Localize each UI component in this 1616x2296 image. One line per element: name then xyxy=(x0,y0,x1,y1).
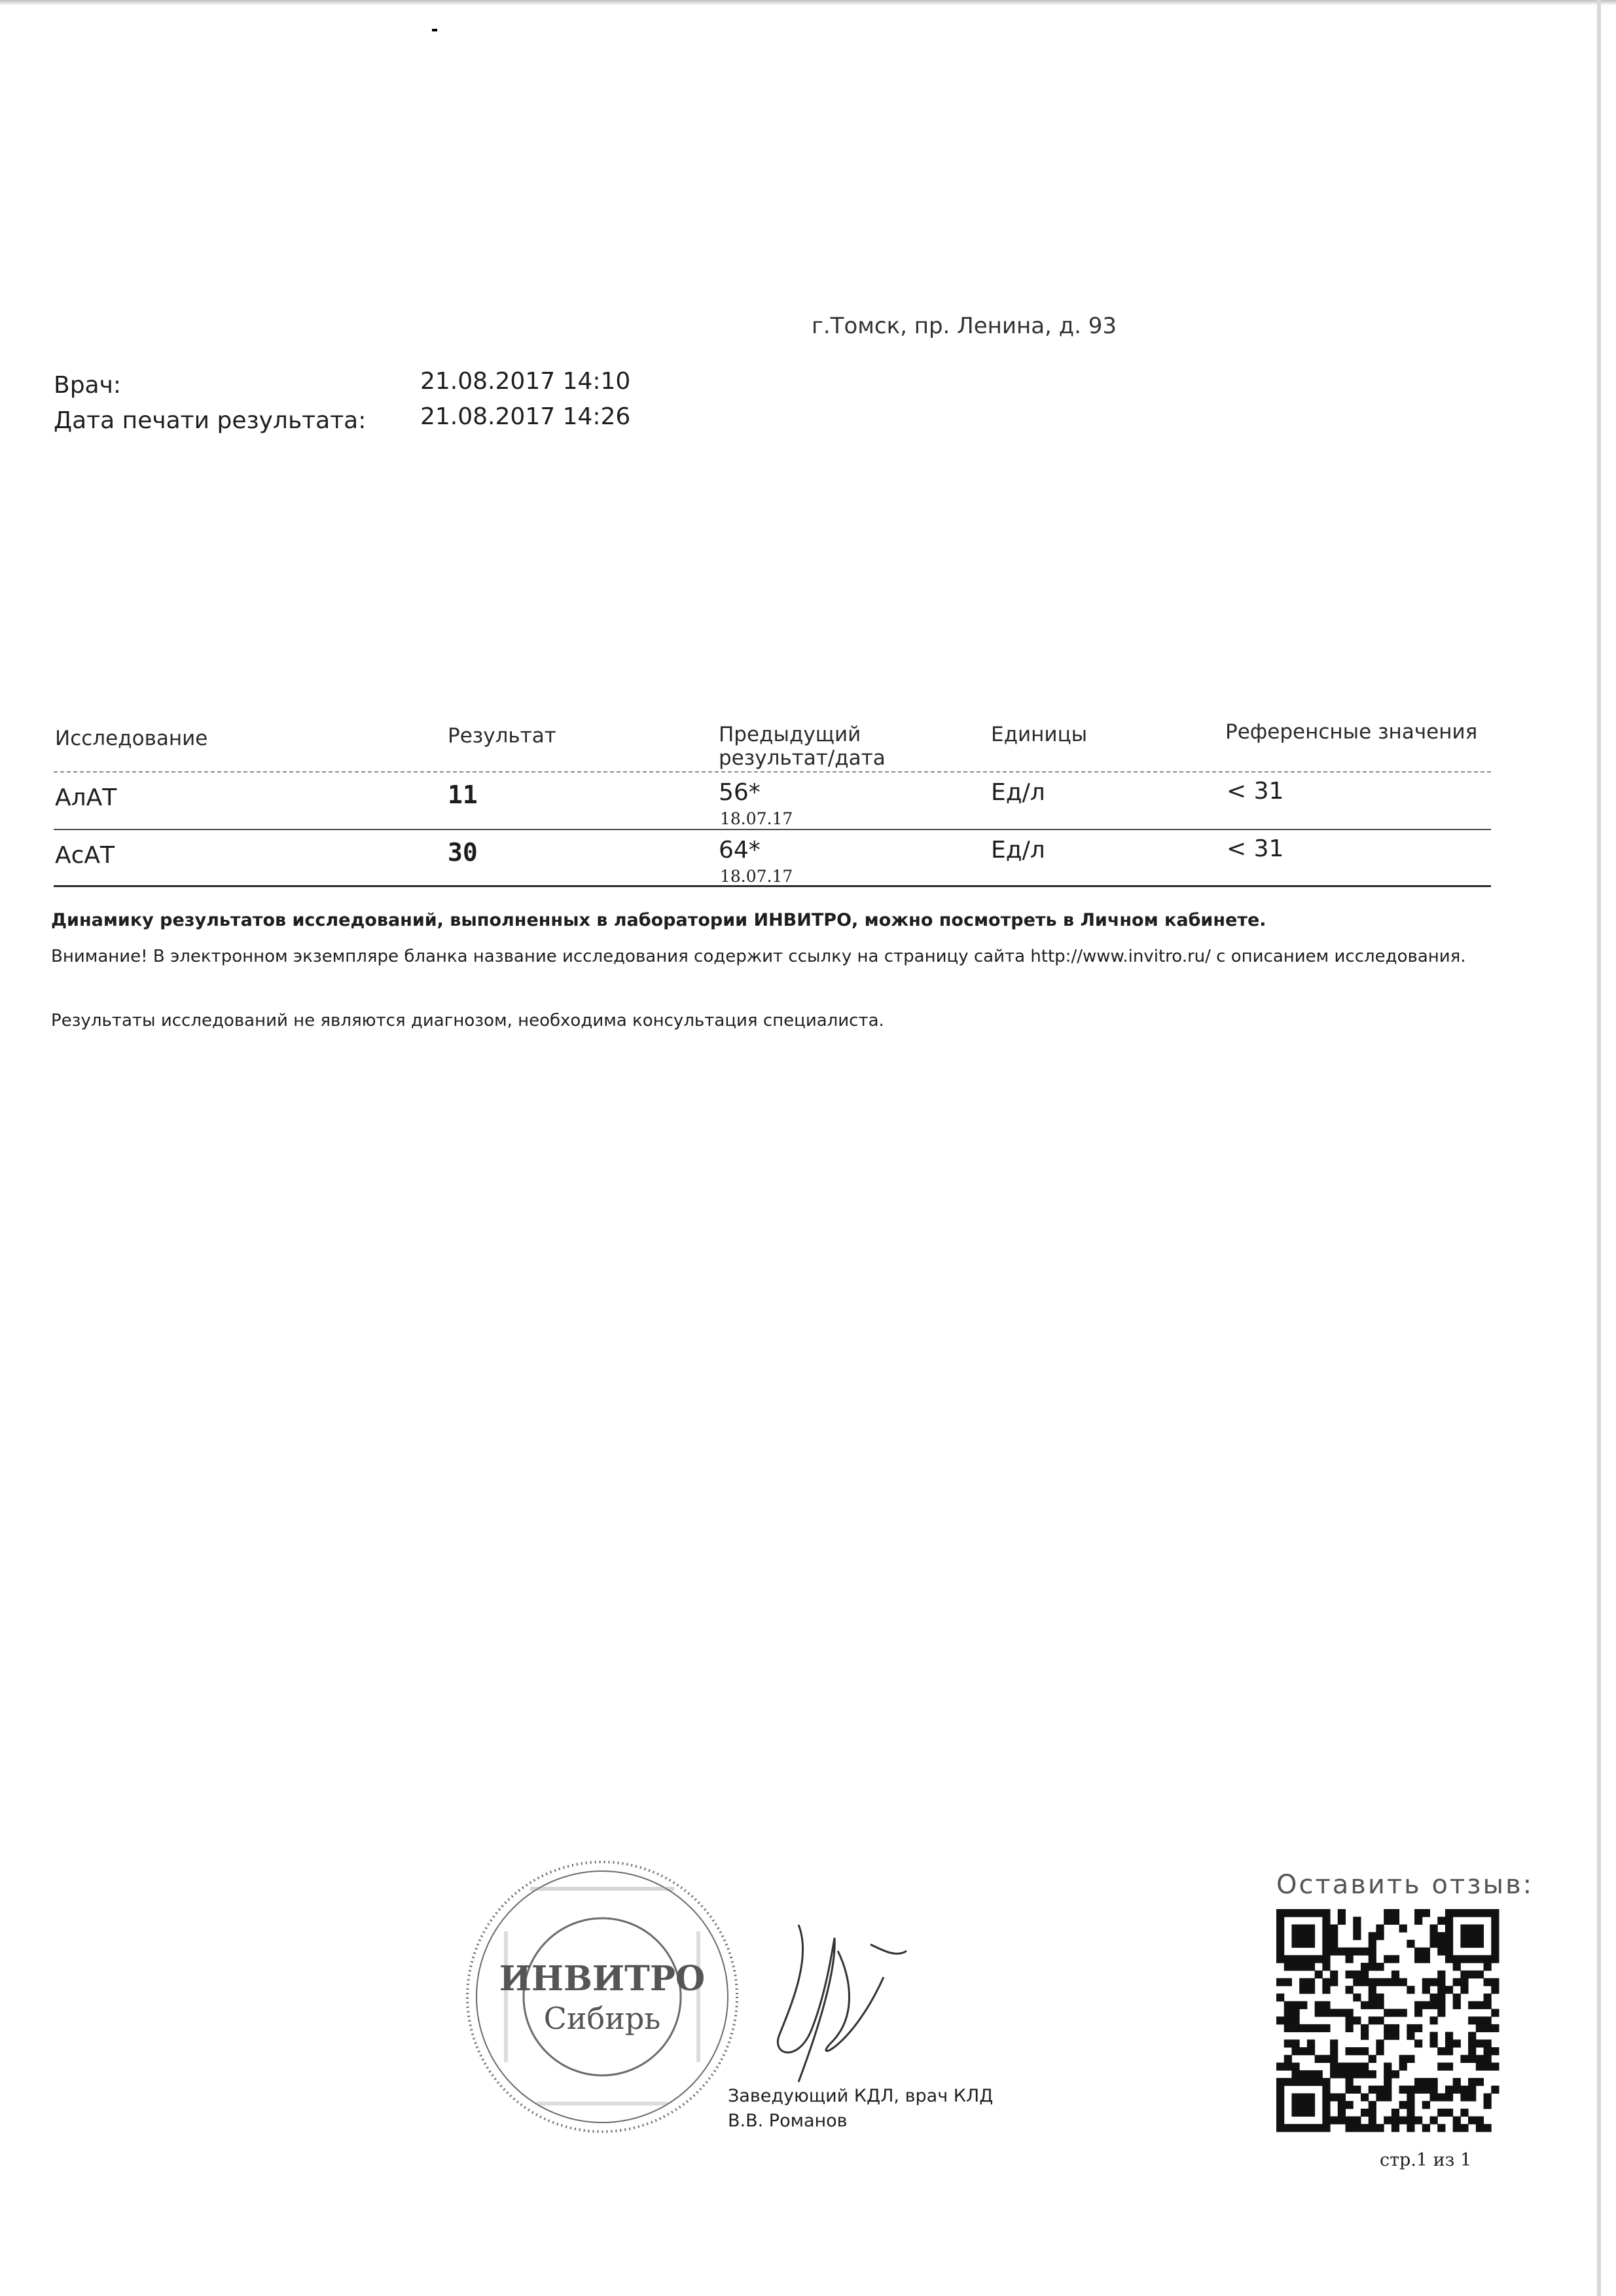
signer-name: В.В. Романов xyxy=(728,2111,848,2131)
header-divider xyxy=(54,771,1491,773)
row-units: Ед/л xyxy=(991,779,1045,806)
dynamics-note: Динамику результатов исследований, выполненных в лаборатории ИНВИТРО, можно посмотреть в Личном кабинете. xyxy=(51,910,1266,930)
row-study: АлАТ xyxy=(55,784,117,811)
stamp-subtitle: Сибирь xyxy=(543,2001,661,2036)
signer-title: Заведующий КДЛ, врач КЛД xyxy=(728,2086,994,2106)
attention-note: Внимание! В электронном экземпляре бланка название исследования содержит ссылку на страницу сайта http://www.invitro.ru/ с описанием исследования. xyxy=(51,947,1466,966)
row-result: 11 xyxy=(448,780,478,809)
row-divider xyxy=(54,829,1491,830)
row-previous-date: 18.07.17 xyxy=(720,867,793,886)
row-previous: 64* xyxy=(719,837,761,864)
row-result: 30 xyxy=(448,838,478,867)
row-study: АсАТ xyxy=(55,842,115,869)
address-fragment: г.Томск, пр. Ленина, д. 93 xyxy=(812,313,1117,339)
print-date-value: 21.08.2017 14:26 xyxy=(420,403,631,430)
col-header-result: Результат xyxy=(448,724,556,748)
row-units: Ед/л xyxy=(991,837,1045,864)
feedback-qr-code[interactable] xyxy=(1276,1909,1499,2132)
page-number: стр.1 из 1 xyxy=(1380,2150,1472,2170)
col-header-units: Единицы xyxy=(991,723,1088,746)
doctor-label: Врач: xyxy=(54,372,122,399)
row-previous: 56* xyxy=(719,779,761,806)
print-date-label: Дата печати результата: xyxy=(54,407,367,434)
col-header-study: Исследование xyxy=(55,727,208,750)
col-header-previous: Предыдущий результат/дата xyxy=(719,723,886,770)
row-previous-date: 18.07.17 xyxy=(720,809,793,828)
scan-top-edge xyxy=(0,0,1616,5)
doctor-value: 21.08.2017 14:10 xyxy=(420,368,631,395)
organization-stamp xyxy=(458,1853,746,2141)
stamp-title: ИНВИТРО xyxy=(499,1959,706,1999)
row-reference: < 31 xyxy=(1227,778,1284,805)
scan-right-edge xyxy=(1597,0,1601,2296)
handwritten-signature xyxy=(753,1899,910,2095)
col-header-reference: Референсные значения xyxy=(1225,720,1478,744)
scan-speck xyxy=(432,29,437,31)
disclaimer-note: Результаты исследований не являются диагнозом, необходима консультация специалиста. xyxy=(51,1011,884,1030)
row-reference: < 31 xyxy=(1227,835,1284,862)
feedback-label: Оставить отзыв: xyxy=(1276,1870,1534,1900)
table-bottom-rule xyxy=(54,885,1491,887)
